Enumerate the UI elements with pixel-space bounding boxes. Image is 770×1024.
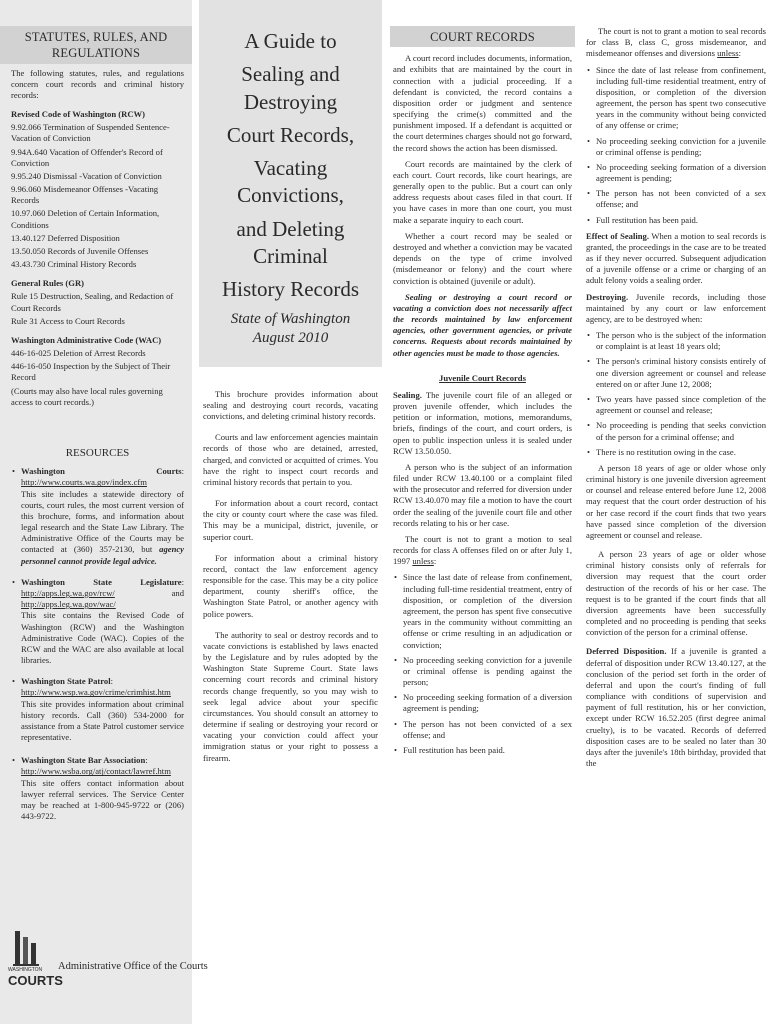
class-b-conditions [586, 65, 766, 226]
resource-item: • Washington State Patrol: http://www.wsp.wa.gov/crime/crimhist.htm This site provides information about criminal history records. Call (360) 534-2000 for assistance from a State Patrol customer service representative. [11, 676, 184, 743]
unless-text: unless [717, 48, 739, 59]
juvenile-heading: Juvenile Court Records [439, 372, 526, 383]
condition-item: • No proceeding seeking formation of a diversion agreement is pending; [586, 162, 766, 184]
condition-item: • No proceeding is pending that seeks conviction of the person for a criminal offense; and [586, 420, 766, 442]
sealing-text: The juvenile court file of an alleged or proven juvenile offender, which includes the petition or information, motions, memorandums, briefs, findings of the court, and court orders, is open to public inspection unless it is sealed under RCW 13.50.050. [393, 389, 572, 456]
gr-item: Rule 31 Access to Court Records [11, 315, 125, 326]
rcw-item: 9.94A.640 Vacation of Offender's Record of Conviction [11, 146, 163, 168]
paragraph: Court records are maintained by the clerk of each court. Court records, like court hearings, are generally open to the public. But a court can only address requests about cases filed in that court. If you have cases in more than one court, you must make a separate inquiry to each court. [393, 158, 572, 225]
court-records-column [390, 0, 575, 1024]
title-panel [199, 0, 382, 367]
condition-item: • Since the last date of release from confinement, including full-time residential treatment, entry of disposition, or completion of the diversion agreement, the person has spent five consecutive years in the community without committing an offense or crime resulting in an adjudication or conviction; [393, 572, 572, 650]
statutes-column [0, 0, 192, 1024]
resource-link[interactable]: http://www.courts.wa.gov/index.cfm [21, 477, 147, 488]
title-line: History Records [221, 277, 360, 302]
rcw-list [11, 122, 184, 270]
wac-item: 446-16-025 Deletion of Arrest Records [11, 348, 146, 359]
logo-small-text: WASHINGTON [8, 967, 43, 973]
unless-text: unless [412, 556, 434, 567]
gr-heading: General Rules (GR) [11, 278, 85, 289]
title-line: A Guide to [244, 29, 337, 53]
rcw-item: 13.50.050 Records of Juvenile Offenses [11, 245, 149, 256]
resource-item: • Washington State Bar Association: http://www.wsba.org/atj/contact/lawref.htm This site offers contact information about lawyer referral services. The Service Center may be reached at 1-800-945-9722 or (206) 443-9722. [11, 755, 184, 822]
resource-desc: This site contains the Revised Code of Washington (RCW) and the Washington Administrative Code (WAC). Copies of the RCW and the WAC are also available at local libraries. [21, 610, 184, 666]
resource-item: • Washington State Legislature: http://apps.leg.wa.gov/rcw/ and http://apps.leg.wa.gov/wac/ This site contains the Revised Code of Washington (RCW) and the Washington Administrative Code (WAC). Copies of the RCW and the WAC are also available at local libraries. [11, 577, 184, 666]
guide-column [199, 0, 382, 1024]
effect-text: When a motion to seal records is granted, the proceedings in the case are to be treated as if they never occurred. Subsequent adjudication of a juvenile offense or a crime or charging of an adult felony voids a sealing order. [586, 230, 767, 286]
deferred-paragraph [586, 646, 766, 769]
rcw-item: 9.95.240 Dismissal -Vacation of Conviction [11, 170, 162, 181]
resource-name: Washington State Legislature [21, 576, 182, 587]
class-a-text: The court is not to grant a motion to seal records for class A offenses filed on or after July 1, 1997 [393, 533, 572, 567]
resource-emphasis: agency personnel cannot provide legal advice. [21, 544, 184, 566]
condition-item: • There is no restitution owing in the case. [586, 447, 766, 458]
resource-link[interactable]: http://www.wsba.org/atj/contact/lawref.htm [21, 766, 171, 777]
paragraph: For information about a criminal history record, contact the law enforcement agency responsible for the case. This may be a city police department, county sheriff's office, the Washington State Patrol, or another agency with police powers. [203, 552, 378, 619]
resources-list [11, 466, 184, 822]
paragraph: A court record includes documents, information, and exhibits that are maintained by the court in connection with a judicial proceeding. If a defendant is convicted, the record contains a disposition order or judgment and sentence specifying the crime(s) committed and the punishment imposed. If a defendant is acquitted or the court determines charges should not go forward, the record shows the action has been dismissed. [393, 53, 572, 153]
effect-paragraph [586, 231, 766, 287]
deferred-text: If a juvenile is granted a deferral of disposition under RCW 13.40.127, at the conclusion of the period set forth in the order of deferral and upon the court's finding of full compliance with conditions of supervision and payment of full restitution, his or her conviction, except under RCW 16.52.205 (first degree animal cruelty), is to be vacated. Records of deferred disposition cases are to be sealed no later than 30 days after the juvenile's 18th birthday, provided that the [586, 646, 766, 769]
rcw-item: 9.92.066 Termination of Suspended Sentence-Vacation of Conviction [11, 122, 170, 144]
aoc-name: Administrative Office of the Courts [58, 961, 208, 972]
rcw-item: 9.96.060 Misdemeanor Offenses -Vacating Records [11, 184, 159, 206]
paragraph: Courts and law enforcement agencies maintain records of those who are detained, arrested, charged, and convicted or acquitted of crimes. You have the right to inspect court records and criminal history records that pertain to you. [203, 432, 378, 487]
resource-name: Washington State Bar Association [21, 755, 146, 766]
resource-item: • Washington Courts: http://www.courts.wa.gov/index.cfm This site includes a statewide directory of courts, court rules, the most current version of this brochure, forms, and information about legal research and the State Law Library. The Administrative Office of the Courts may be contacted at (360) 357-2130, but agency personnel cannot provide legal advice. [11, 466, 184, 567]
rcw-item: 13.40.127 Deferred Disposition [11, 232, 120, 243]
condition-item: • The person has not been convicted of a sex offense; and [586, 188, 766, 210]
statutes-header: STATUTES, RULES, AND REGULATIONS [0, 26, 192, 64]
title-line: Sealing and Destroying [241, 62, 340, 114]
destroy-conditions [586, 330, 766, 458]
paragraph: This brochure provides information about sealing and destroying court records, vacating convictions, and deleting criminal history records. [203, 388, 378, 422]
resource-desc: This site provides information about criminal history records. Call (360) 534-2000 for assistance from a State Patrol customer service representative. [21, 698, 184, 743]
condition-item: • Full restitution has been paid. [393, 745, 572, 756]
sealing-column [583, 0, 770, 1024]
condition-item: • Since the date of last release from confinement, including full-time residential treatment, entry of disposition, or completion of the diversion agreement, the person has spent two consecutive years in the community without being convicted of any offense or crime; [586, 65, 766, 132]
condition-item: • No proceeding seeking formation of a diversion agreement is pending; [393, 692, 572, 714]
class-a-conditions [393, 572, 572, 756]
statutes-intro: The following statutes, rules, and regulations concern court records and criminal history records: [11, 67, 184, 100]
condition-item: • No proceeding seeking conviction for a juvenile or criminal offense is pending; [586, 136, 766, 158]
paragraph: The court is not to grant a motion to seal records for class A offenses filed on or after July 1, 1997 unless: [393, 533, 572, 567]
condition-item: • The person's criminal history consists entirely of one diversion agreement or counsel and release entered on or after June 12, 2008; [586, 356, 766, 390]
resource-link[interactable]: http://www.wsp.wa.gov/crime/crimhist.htm [21, 687, 171, 698]
paragraph: Whether a court record may be sealed or destroyed and whether a conviction may be vacated depends on the type of crime involved (misdemeanor or felony) and the court where conviction is obtained (juvenile or adult). [393, 230, 572, 286]
title-line: Vacating Convictions, [237, 156, 344, 208]
logo-big-text: COURTS [8, 973, 63, 988]
paragraph: The authority to seal or destroy records and to vacate convictions is established by laws enacted by the Legislature and by rules adopted by the Washington State Supreme Court. State laws concerning court records and criminal history records change frequently, so you may wish to seek legal advice about your specific circumstances. You should consult an attorney to determine if sealing or destroying your record or vacating your conviction could affect your immigration status or your right to possess a firearm. [203, 629, 378, 763]
title-line: Court Records, [226, 122, 355, 147]
local-rules-note: (Courts may also have local rules governing access to court records.) [11, 385, 163, 407]
resource-desc: This site offers contact information about lawyer referral services. The Service Center may be reached at 1-800-945-9722 or (206) 443-9722. [21, 777, 184, 822]
logo-text [8, 968, 63, 987]
title-line: and Deleting Criminal [236, 216, 345, 269]
court-records-header: COURT RECORDS [390, 26, 575, 47]
rcw-item: 43.43.730 Criminal History Records [11, 259, 137, 270]
destroying-text: Juvenile records, including those maintained by any court or law enforcement agency, are to be destroyed when: [586, 291, 766, 324]
destroying-paragraph [586, 292, 766, 326]
condition-item: • No proceeding seeking conviction for a juvenile or criminal offense is pending against the person; [393, 655, 572, 689]
resources-heading: RESOURCES [65, 446, 130, 459]
resource-link-2[interactable]: http://apps.leg.wa.gov/wac/ [21, 599, 116, 610]
rcw-heading: Revised Code of Washington (RCW) [11, 109, 146, 120]
resource-name: Washington State Patrol [21, 676, 111, 687]
class-b-text: The court is not to grant a motion to seal records for class B, class C, gross misdemeanor, and misdemeanor offenses and diversions [586, 26, 766, 59]
condition-item: • Full restitution has been paid. [586, 215, 766, 226]
rcw-item: 10.97.060 Deletion of Certain Information, Conditions [11, 208, 160, 230]
paragraph: A person 18 years of age or older whose only criminal history is one juvenile diversion agreement or counsel and release entered before June 12, 2008 may request that the court order destruction of his or her case record if the court finds that two years have passed since completion of the diversion agreement or counsel and release. [586, 462, 766, 540]
resource-name: Washington Courts [21, 466, 182, 477]
paragraph: A person who is the subject of an information filed under RCW 13.40.100 or a complaint filed with the prosecutor and referred for diversion under RCW 13.40.070 may file a motion to have the court order the sealing of the juvenile court file and other records relating to his or her case. [393, 461, 572, 528]
date-subtitle: August 2010 [252, 330, 329, 347]
paragraph: For information about a court record, contact the city or county court where the case was filed. This may be a municipal, district, juvenile, or superior court. [203, 498, 378, 542]
resource-desc: This site includes a statewide directory of courts, court rules, the most current version of this brochure, forms, and information about legal research and the State Law Library. The Administrative Office of the Courts may be contacted at (360) 357-2130, but [21, 488, 184, 555]
state-subtitle: State of Washington [230, 310, 351, 327]
effect-label: Effect of Sealing. [586, 230, 649, 241]
gr-item: Rule 15 Destruction, Sealing, and Redaction of Court Records [11, 291, 174, 313]
wac-heading: Washington Administrative Code (WAC) [11, 334, 162, 345]
sealing-paragraph [393, 390, 572, 457]
condition-item: • The person who is the subject of the information or complaint is at least 18 years old; [586, 330, 766, 352]
washington-courts-logo-icon [11, 929, 45, 999]
paragraph: The court is not to grant a motion to seal records for class B, class C, gross misdemeanor, and misdemeanor offenses and diversions unless: [586, 26, 766, 59]
deferred-label: Deferred Disposition. [586, 646, 667, 657]
paragraph: A person 23 years of age or older whose criminal history consists only of referrals for diversion may request that the court order destruction of the records of his or her case. The request is to be granted if the court finds that all diversion agreements have been successfully completed and no proceeding is pending that seeks conviction of the person for a criminal offense. [586, 549, 766, 638]
resource-link[interactable]: http://apps.leg.wa.gov/rcw/ [21, 587, 115, 598]
condition-item: • Two years have passed since completion of the agreement or counsel and release; [586, 394, 766, 416]
condition-item: • The person has not been convicted of a sex offense; and [393, 719, 572, 741]
destroying-label: Destroying. [586, 291, 629, 302]
notice-paragraph: Sealing or destroying a court record or vacating a conviction does not necessarily affect the records maintained by law enforcement agencies, other government agencies, or private concerns. Requests about records maintained by other agencies must be made to those agencies. [393, 291, 572, 358]
resource-and: and [171, 587, 184, 598]
wac-item: 446-16-050 Inspection by the Subject of Their Record [11, 361, 171, 383]
sealing-label: Sealing. [393, 389, 422, 400]
